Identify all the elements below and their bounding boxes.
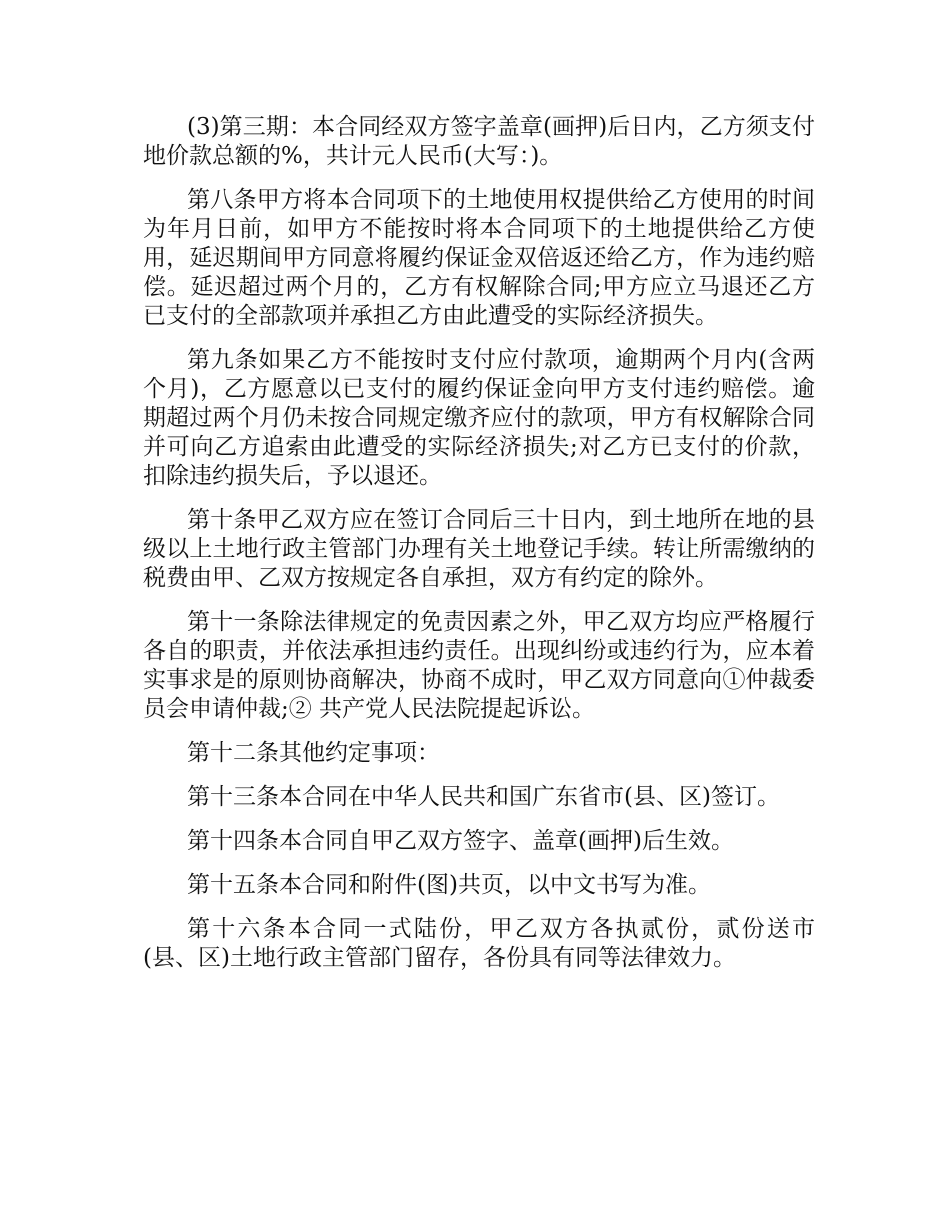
paragraph-third-installment: (3)第三期：本合同经双方签字盖章(画押)后日内，乙方须支付地价款总额的%，共计元人民币(大写：)。 (143, 114, 815, 169)
paragraph-article-10: 第十条甲乙双方应在签订合同后三十日内，到土地所在地的县级以上土地行政主管部门办理有关土地登记手续。转让所需缴纳的税费由甲、乙双方按规定各自承担，双方有约定的除外。 (143, 507, 815, 591)
paragraph-article-8: 第八条甲方将本合同项下的土地使用权提供给乙方使用的时间为年月日前，如甲方不能按时将本合同项下的土地提供给乙方使用，延迟期间甲方同意将履约保证金双倍返还给乙方，作为违约赔偿。延迟超过两个月的，乙方有权解除合同;甲方应立马退还乙方已支付的全部款项并承担乙方由此遭受的实际经济损失。 (143, 187, 815, 329)
paragraph-article-12: 第十二条其他约定事项： (187, 740, 440, 766)
paragraph-article-16: 第十六条本合同一式陆份，甲乙双方各执贰份，贰份送市(县、区)土地行政主管部门留存，各份具有同等法律效力。 (143, 916, 815, 971)
contract-body (143, 113, 815, 988)
paragraph-article-15: 第十五条本合同和附件(图)共页，以中文书写为准。 (187, 872, 711, 898)
paragraph-article-14: 第十四条本合同自甲乙双方签字、盖章(画押)后生效。 (187, 828, 734, 854)
paragraph-article-9: 第九条如果乙方不能按时支付应付款项，逾期两个月内(含两个月)，乙方愿意以已支付的履约保证金向甲方支付违约赔偿。逾期超过两个月仍未按合同规定缴齐应付的款项，甲方有权解除合同并可向乙方追索由此遭受的实际经济损失;对乙方已支付的价款，扣除违约损失后，予以退还。 (143, 347, 815, 489)
paragraph-article-11: 第十一条除法律规定的免责因素之外，甲乙双方均应严格履行各自的职责，并依法承担违约责任。出现纠纷或违约行为，应本着实事求是的原则协商解决，协商不成时，甲乙双方同意向①仲裁委员会申请仲裁;② 共产党人民法院提起诉讼。 (143, 609, 815, 722)
paragraph-article-13: 第十三条本合同在中华人民共和国广东省市(县、区)签订。 (187, 784, 780, 810)
